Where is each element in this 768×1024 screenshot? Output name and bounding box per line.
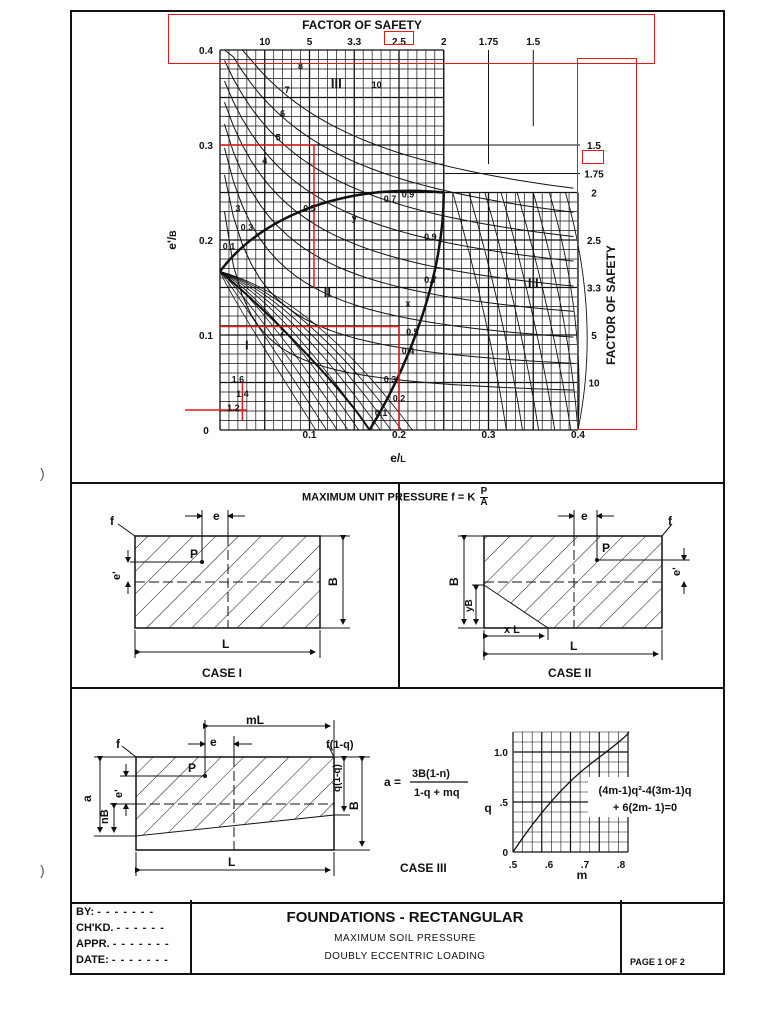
top-scale-tick: 2.5	[392, 37, 406, 48]
svg-text:e': e'	[671, 567, 683, 576]
k-curve-label: 7	[284, 84, 290, 95]
k-curve-label: 10	[371, 80, 382, 90]
small-chart-x-tick: .7	[580, 860, 590, 871]
case-2-label: CASE II	[548, 666, 592, 680]
right-scale-tick: 1.5	[587, 141, 601, 152]
svg-text:e: e	[213, 509, 220, 523]
k-curve-label: 2	[280, 327, 286, 337]
case-1-label: CASE I	[202, 666, 243, 680]
sheet-subtitle-2: DOUBLY ECCENTRIC LOADING	[324, 951, 486, 962]
annotation-box-right-value	[582, 150, 604, 164]
annotation-box-right-scale	[577, 58, 637, 430]
svg-text:nB: nB	[99, 809, 111, 824]
svg-text:P: P	[188, 761, 197, 775]
svg-text:3B(1-n): 3B(1-n)	[412, 768, 450, 780]
q-vs-m-chart	[484, 732, 700, 882]
top-scale-tick: 3.3	[347, 37, 362, 48]
case-3-label: CASE III	[400, 861, 447, 875]
svg-text:mL: mL	[246, 713, 264, 727]
region-label: I	[245, 337, 249, 353]
svg-text:f: f	[110, 514, 114, 528]
region-label: III	[527, 275, 539, 291]
right-scale-tick: 3.3	[587, 283, 601, 295]
xy-curve-label: x	[405, 298, 411, 309]
small-chart-x-tick: .5	[508, 860, 518, 871]
case-1-diagram	[110, 509, 350, 680]
x-axis-tick: 0.3	[481, 430, 496, 441]
right-scale-tick: 10	[588, 378, 600, 390]
y-axis-tick: 0.2	[199, 236, 213, 247]
x-axis-tick: 0.4	[571, 430, 585, 441]
svg-text:B: B	[326, 577, 340, 586]
small-chart-y-tick: .5	[499, 798, 508, 809]
xy-curve-label: 0.7	[383, 194, 397, 204]
checked-field: CH'KD. - - - - - -	[76, 922, 165, 934]
small-chart-axis-label: q	[484, 801, 492, 815]
svg-text:L: L	[222, 637, 230, 651]
x-axis-tick: 0.2	[392, 430, 406, 441]
top-scale-tick: 10	[259, 37, 271, 48]
svg-text:f: f	[116, 737, 120, 751]
xy-curve-label: 0.3	[240, 222, 254, 233]
region-label: III	[330, 76, 342, 91]
y-axis-tick: 0	[203, 426, 209, 437]
svg-text:f(1-q): f(1-q)	[326, 739, 354, 751]
k-curve-label: 8	[298, 61, 304, 71]
small-chart-equation: (4m-1)q²-4(3m-1)q	[598, 785, 692, 797]
title-block	[70, 900, 725, 975]
y-axis-title: e'/B	[165, 230, 179, 250]
y-axis-tick: 0.3	[199, 141, 213, 152]
k-curve-label: 1.6	[231, 374, 245, 385]
sheet-title: FOUNDATIONS - RECTANGULAR	[286, 909, 524, 926]
svg-text:e: e	[210, 735, 217, 749]
svg-text:P: P	[602, 541, 611, 555]
small-chart-equation: + 6(2m- 1)=0	[612, 802, 678, 814]
date-field: DATE: - - - - - - -	[76, 954, 169, 966]
case-3-compression-zone	[136, 757, 334, 836]
svg-text:B: B	[347, 801, 361, 810]
small-chart-axis-label: m	[576, 868, 588, 882]
svg-text:e': e'	[111, 571, 123, 580]
pressure-formula: MAXIMUM UNIT PRESSURE f = K $\frac{P}{A}$	[302, 486, 488, 508]
xy-curve-label: 0.5	[406, 327, 419, 337]
xy-curve-label: 0.9	[401, 189, 415, 200]
svg-text:B: B	[447, 577, 461, 586]
svg-text:P: P	[190, 547, 199, 561]
margin-mark: )	[40, 465, 45, 481]
k-curve-label: 5	[275, 132, 281, 143]
by-field: BY: - - - - - - -	[76, 906, 155, 918]
svg-text:a =: a =	[384, 775, 402, 789]
x-axis-tick: 0.1	[302, 430, 317, 441]
y-axis-tick: 0.4	[199, 46, 213, 57]
xy-curve-label: 0.9	[424, 232, 437, 242]
svg-text:e': e'	[113, 789, 125, 798]
small-chart-y-tick: 0	[502, 848, 508, 859]
right-scale-tick: 5	[591, 331, 597, 342]
xy-curve-label: y	[351, 213, 357, 223]
margin-mark: )	[40, 862, 45, 878]
page-number: PAGE 1 OF 2	[630, 957, 685, 967]
case-2-diagram	[447, 509, 690, 680]
right-scale-tick: 1.75	[584, 169, 604, 181]
xy-curve-label: 0.2	[392, 393, 406, 404]
top-scale-tick: 5	[306, 37, 313, 48]
approved-field: APPR. - - - - - - -	[76, 938, 170, 950]
top-scale-tick: 1.5	[526, 37, 541, 48]
xy-curve-label: 0.4	[401, 346, 415, 356]
factor-of-safety-chart	[0, 0, 768, 480]
y-axis-tick: 0.1	[199, 331, 213, 342]
k-curve-label: 4	[262, 156, 268, 166]
xy-curve-label: 0.7	[424, 274, 437, 285]
small-chart-x-tick: .6	[544, 860, 554, 871]
xy-curve-label: 0.3	[383, 374, 397, 385]
top-scale-tick: 1.75	[478, 37, 499, 48]
k-curve-label: 1.4	[236, 388, 249, 399]
xy-curve-label: 0.5	[303, 203, 316, 214]
right-scale-title: FACTOR OF SAFETY	[604, 245, 618, 365]
top-scale-tick: 2	[440, 37, 447, 48]
annotation-box-top-value	[384, 31, 414, 45]
svg-text:a: a	[80, 795, 94, 802]
svg-text:f: f	[668, 514, 672, 528]
small-chart-y-tick: 1.0	[494, 748, 508, 759]
small-chart-x-tick: .8	[616, 860, 626, 871]
svg-text:1-q + mq: 1-q + mq	[414, 787, 460, 799]
svg-text:L: L	[570, 639, 578, 653]
svg-text:L: L	[228, 855, 236, 869]
svg-text:yB: yB	[464, 599, 475, 612]
svg-text:q(1-q): q(1-q)	[332, 764, 343, 792]
region-label: II	[323, 285, 332, 300]
svg-text:e: e	[581, 509, 588, 523]
k-curve-label: 1.2	[227, 403, 240, 413]
sheet-subtitle-1: MAXIMUM SOIL PRESSURE	[334, 933, 476, 944]
case-diagrams	[0, 480, 768, 960]
k-curve-label: 3	[235, 203, 241, 214]
right-scale-tick: 2	[591, 188, 597, 200]
k-curve-label: 6	[280, 108, 286, 119]
xy-curve-label: 0.1	[374, 407, 388, 418]
right-scale-tick: 2.5	[587, 236, 601, 247]
svg-text:x L: x L	[504, 624, 520, 636]
x-axis-title: e/L	[390, 451, 406, 465]
xy-curve-label: 0.1	[222, 241, 236, 252]
top-scale-title: FACTOR OF SAFETY	[302, 18, 422, 32]
case-3-diagram	[80, 713, 468, 876]
